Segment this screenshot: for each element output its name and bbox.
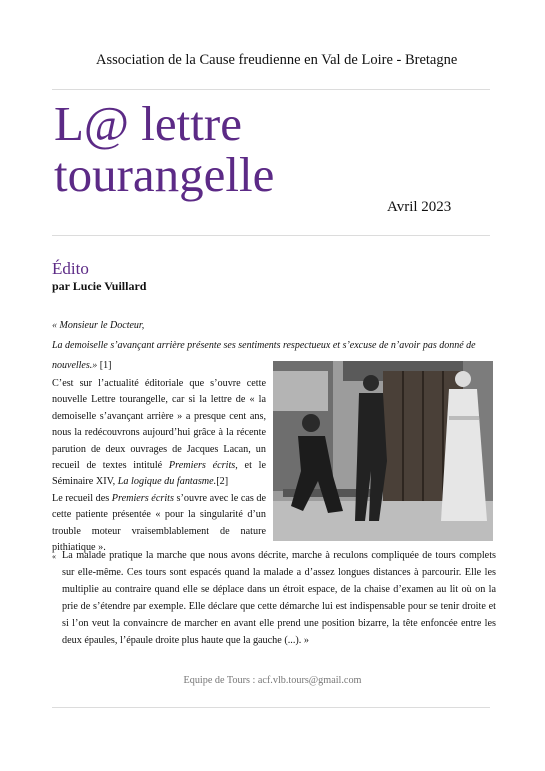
title-line-2: tourangelle [54,147,275,202]
paragraph-2-text: Le recueil des [52,492,110,504]
newsletter-title [54,98,274,200]
footer-rule [52,707,490,708]
book-title-logique-fantasme: La logique du fantasme. [117,476,217,488]
title-rule [52,235,490,236]
association-name: Association de la Cause freudienne en Val de Loire - Bretagne [96,52,458,68]
historical-photo [273,361,493,541]
paragraph-2-text-b: s’ouvre avec le cas de cette patiente présentée « pour la singularité d’un trouble moteur vraisemblablement de nature pithiatique ». [52,492,267,554]
paragraph-1 [52,376,266,491]
paragraph-1-text-b: , et le Séminaire XIV, [52,460,266,488]
footer-contact[interactable]: Equipe de Tours : acf.vlb.tours@gmail.com [183,675,362,686]
header-rule [52,89,490,90]
byline: par Lucie Vuillard [52,279,147,293]
book-title-premiers-ecrits-2: Premiers écrits [111,492,174,504]
footnote-ref-1[interactable]: [1] [99,360,112,371]
footnote-ref-2[interactable]: [2] [216,476,229,488]
edito-heading: Édito [52,259,89,278]
citation-text: La malade pratique la marche que nous avons décrite, marche à reculons compliquée de tours complets sur elle-même. Ces tours sont espacés quand la malade a d’assez longues distances à parcourir. Elle les multiplie au contraire quand elle se déplace dans un étroit espace, de la chaise d’examen au lit où on la prie de s’étendre par exemple. Elle déclare que cette démarche lui est indispensable pour se tenir droite et si l’on veut la convaincre de marcher en avant elle prend une position bizarre, la tête enfoncée entre les deux épaules, l’épaule droite plus haute que la gauche (...). » [62,550,496,647]
issue-date: Avril 2023 [387,199,452,215]
photo-illustration [273,361,493,541]
title-line-1: L@ lettre [54,96,242,151]
clinical-citation [52,547,496,650]
quote-salutation: « Monsieur le Docteur, [52,320,145,331]
editorial-body [52,376,266,556]
paragraph-1-text: C’est sur l’actualité éditoriale que s’ouvre cette nouvelle Lettre tourangelle, car si la lettre de « la demoiselle s’avançant arrière » a presque cent ans, nous la redécouvrons aujourd’hui grâce à la récente parution de deux ouvrages de Jacques Lacan, un recueil de textes intitulé [52,378,266,472]
quote-text: La demoiselle s’avançant arrière présente ses sentiments respectueux et s’excuse de n’avoir pas donné de nouvelles.» [52,340,476,371]
citation-open-quote: « [52,552,56,561]
book-title-premiers-ecrits: Premiers écrits [168,460,236,472]
